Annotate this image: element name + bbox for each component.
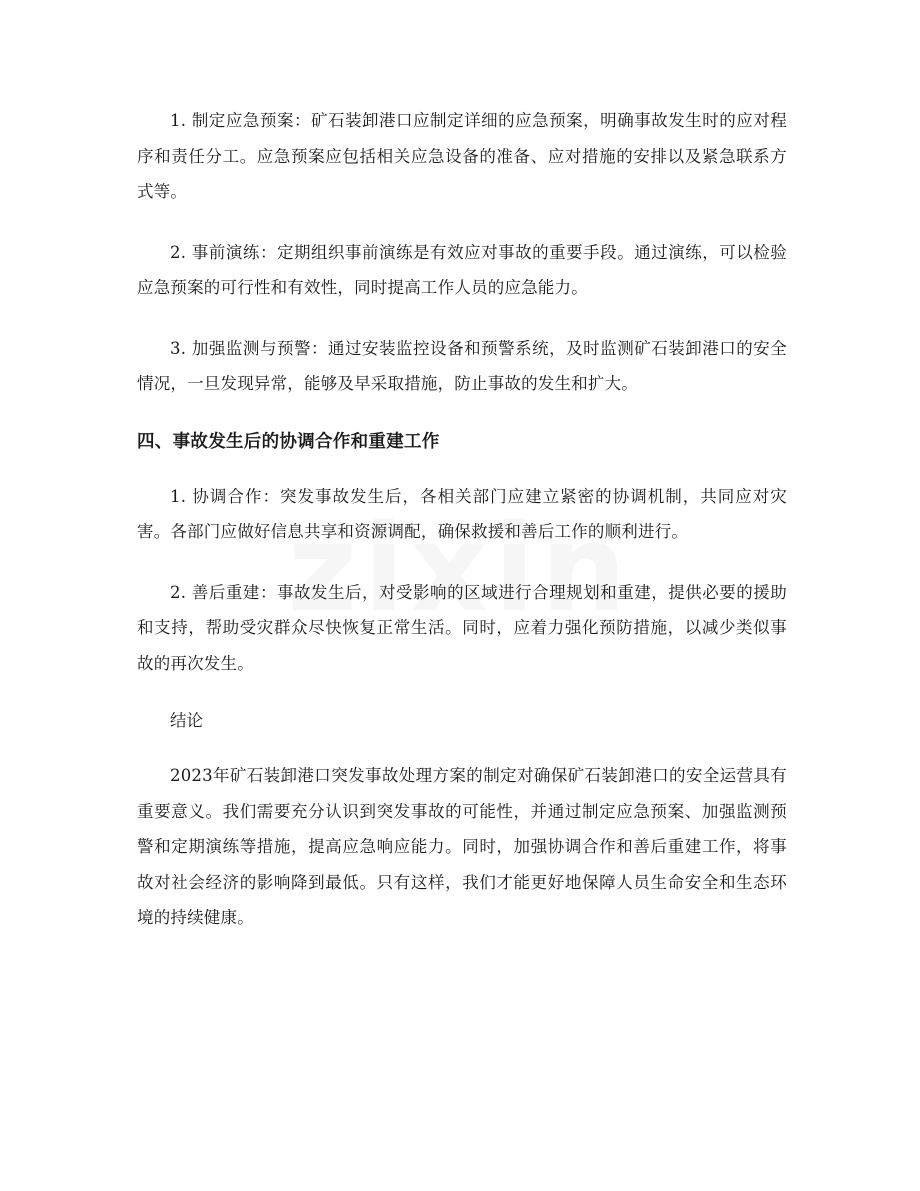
paragraph-drills: 2. 事前演练：定期组织事前演练是有效应对事故的重要手段。通过演练，可以检验应急预案的可行性和有效性，同时提高工作人员的应急能力。 xyxy=(137,242,787,297)
paragraph-coordination: 1. 协调合作：突发事故发生后，各相关部门应建立紧密的协调机制，共同应对灾害。各部门应做好信息共享和资源调配，确保救援和善后工作的顺利进行。 xyxy=(137,486,787,541)
paragraph-reconstruction: 2. 善后重建：事故发生后，对受影响的区域进行合理规划和重建，提供必要的援助和支持，帮助受灾群众尽快恢复正常生活。同时，应着力强化预防措施，以减少类似事故的再次发生。 xyxy=(137,582,787,673)
document-body xyxy=(137,103,787,961)
paragraph-emergency-plan: 1. 制定应急预案：矿石装卸港口应制定详细的应急预案，明确事故发生时的应对程序和责任分工。应急预案应包括相关应急设备的准备、应对措施的安排以及紧急联系方式等。 xyxy=(137,111,787,201)
conclusion-paragraph: 2023年矿石装卸港口突发事故处理方案的制定对确保矿石装卸港口的安全运营具有重要意义。我们需要充分认识到突发事故的可能性，并通过制定应急预案、加强监测预警和定期演练等措施，提高应急响应能力。同时，加强协调合作和善后重建工作，将事故对社会经济的影响降到最低。只有这样，我们才能更好地保障人员生命安全和生态环境的持续健康。 xyxy=(137,766,787,927)
paragraph-monitoring: 3. 加强监测与预警：通过安装监控设备和预警系统，及时监测矿石装卸港口的安全情况，一旦发现异常，能够及早采取措施，防止事故的发生和扩大。 xyxy=(137,338,787,393)
section-heading: 四、事故发生后的协调合作和重建工作 xyxy=(137,431,440,452)
conclusion-label: 结论 xyxy=(170,711,203,730)
